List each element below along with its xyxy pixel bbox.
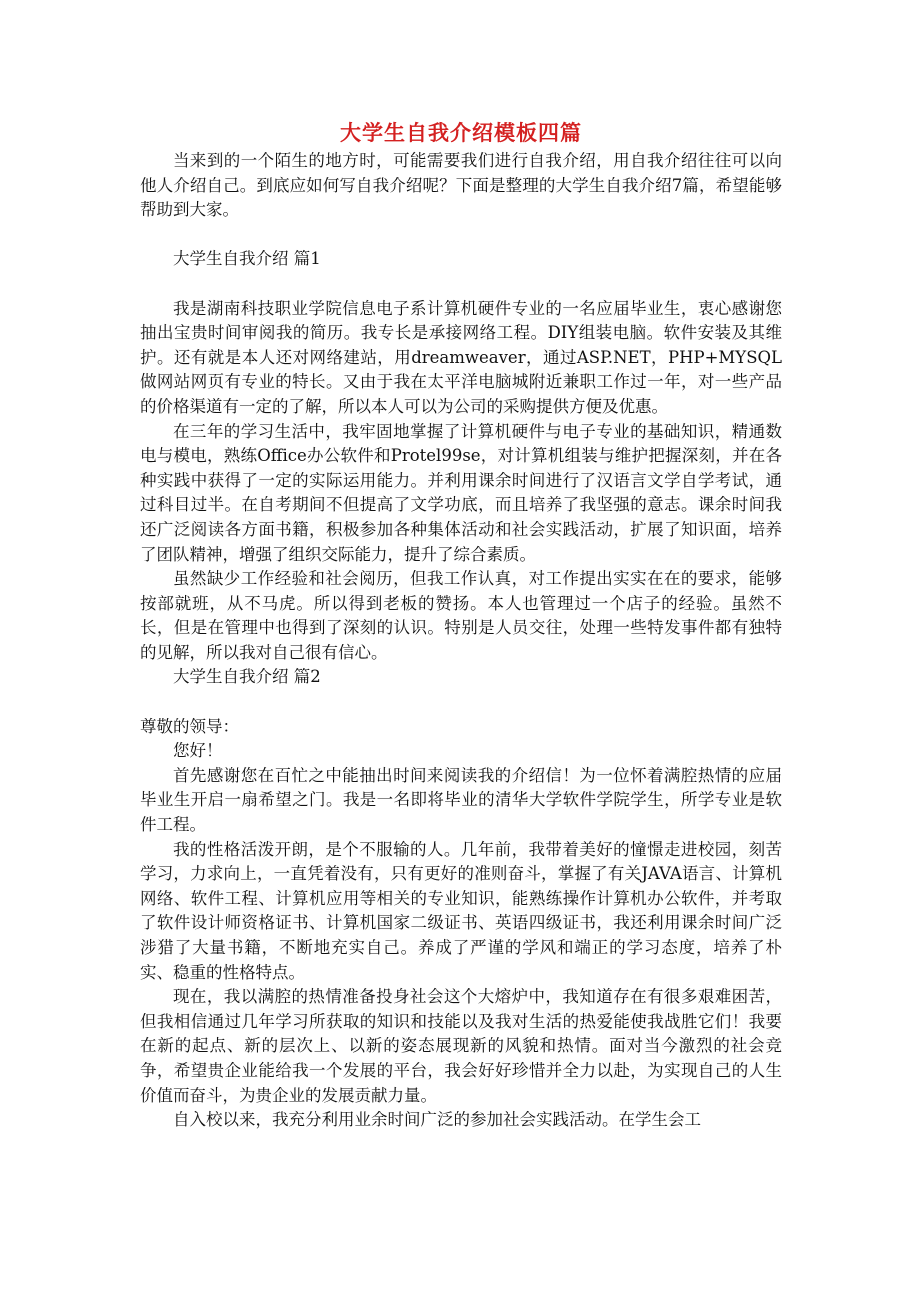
document-title: 大学生自我介绍模板四篇 xyxy=(340,120,582,145)
greeting: 您好！ xyxy=(173,741,223,761)
document-body xyxy=(140,119,782,1133)
spacer xyxy=(140,272,782,297)
section2-paragraph: 我的性格活泼开朗，是个不服输的人。几年前，我带着美好的憧憬走进校园，刻苦学习，力求向上，一直凭着没有，只有更好的准则奋斗，掌握了有关JAVA语言、计算机网络、软件工程、计算机应用等相关的专业知识，能熟练操作计算机办公软件，并考取了软件设计师资格证书、计算机国家二级证书、英语四级证书，我还利用课余时间广泛涉猎了大量书籍，不断地充实自己。养成了严谨的学风和端正的学习态度，培养了朴实、稳重的性格特点。 xyxy=(140,839,782,982)
salutation: 尊敬的领导： xyxy=(140,716,239,736)
spacer xyxy=(140,690,782,715)
section2-paragraph: 现在，我以满腔的热情准备投身社会这个大熔炉中，我知道存在有很多艰难困苦，但我相信通过几年学习所获取的知识和技能以及我对生活的热爱能使我战胜它们！我要在新的起点、新的层次上、以新的姿态展现新的风貌和热情。面对当今激烈的社会竞争，希望贵企业能给我一个发展的平台，我会好好珍惜并全力以赴，为实现自己的人生价值而奋斗，为贵企业的发展贡献力量。 xyxy=(140,987,782,1105)
section1-paragraph: 我是湖南科技职业学院信息电子系计算机硬件专业的一名应届毕业生，衷心感谢您抽出宝贵时间审阅我的简历。我专长是承接网络工程。DIY组装电脑。软件安装及其维护。还有就是本人还对网络建站，用dreamweaver，通过ASP.NET，PHP+MYSQL做网站网页有专业的特长。又由于我在太平洋电脑城附近兼职工作过一年，对一些产品的价格渠道有一定的了解，所以本人可以为公司的采购提供方便及优惠。 xyxy=(140,298,782,416)
section2-paragraph: 首先感谢您在百忙之中能抽出时间来阅读我的介绍信！为一位怀着满腔热情的应届毕业生开启一扇希望之门。我是一名即将毕业的清华大学软件学院学生，所学专业是软件工程。 xyxy=(140,765,782,835)
section2-paragraph: 自入校以来，我充分利用业余时间广泛的参加社会实践活动。在学生会工 xyxy=(173,1110,701,1130)
spacer xyxy=(140,223,782,248)
section1-paragraph: 在三年的学习生活中，我牢固地掌握了计算机硬件与电子专业的基础知识，精通数电与模电，熟练Office办公软件和Protel99se，对计算机组装与维护把握深刻，并在各种实践中获得了一定的实际运用能力。并利用课余时间进行了汉语言文学自学考试，通过科目过半。在自考期间不但提高了文学功底，而且培养了我坚强的意志。课余时间我还广泛阅读各方面书籍，积极参加各种集体活动和社会实践活动，扩展了知识面，培养了团队精神，增强了组织交际能力，提升了综合素质。 xyxy=(140,421,782,564)
section1-paragraph: 虽然缺少工作经验和社会阅历，但我工作认真，对工作提出实实在在的要求，能够按部就班，从不马虎。所以得到老板的赞扬。本人也管理过一个店子的经验。虽然不长，但是在管理中也得到了深刻的认识。特别是人员交往，处理一些特发事件都有独特的见解，所以我对自己很有信心。 xyxy=(140,569,782,662)
intro-paragraph: 当来到的一个陌生的地方时，可能需要我们进行自我介绍，用自我介绍往往可以向他人介绍自己。到底应如何写自我介绍呢？下面是整理的大学生自我介绍7篇，希望能够帮助到大家。 xyxy=(140,151,782,220)
section-heading-2: 大学生自我介绍 篇2 xyxy=(173,667,321,687)
section-heading-1: 大学生自我介绍 篇1 xyxy=(173,249,321,269)
